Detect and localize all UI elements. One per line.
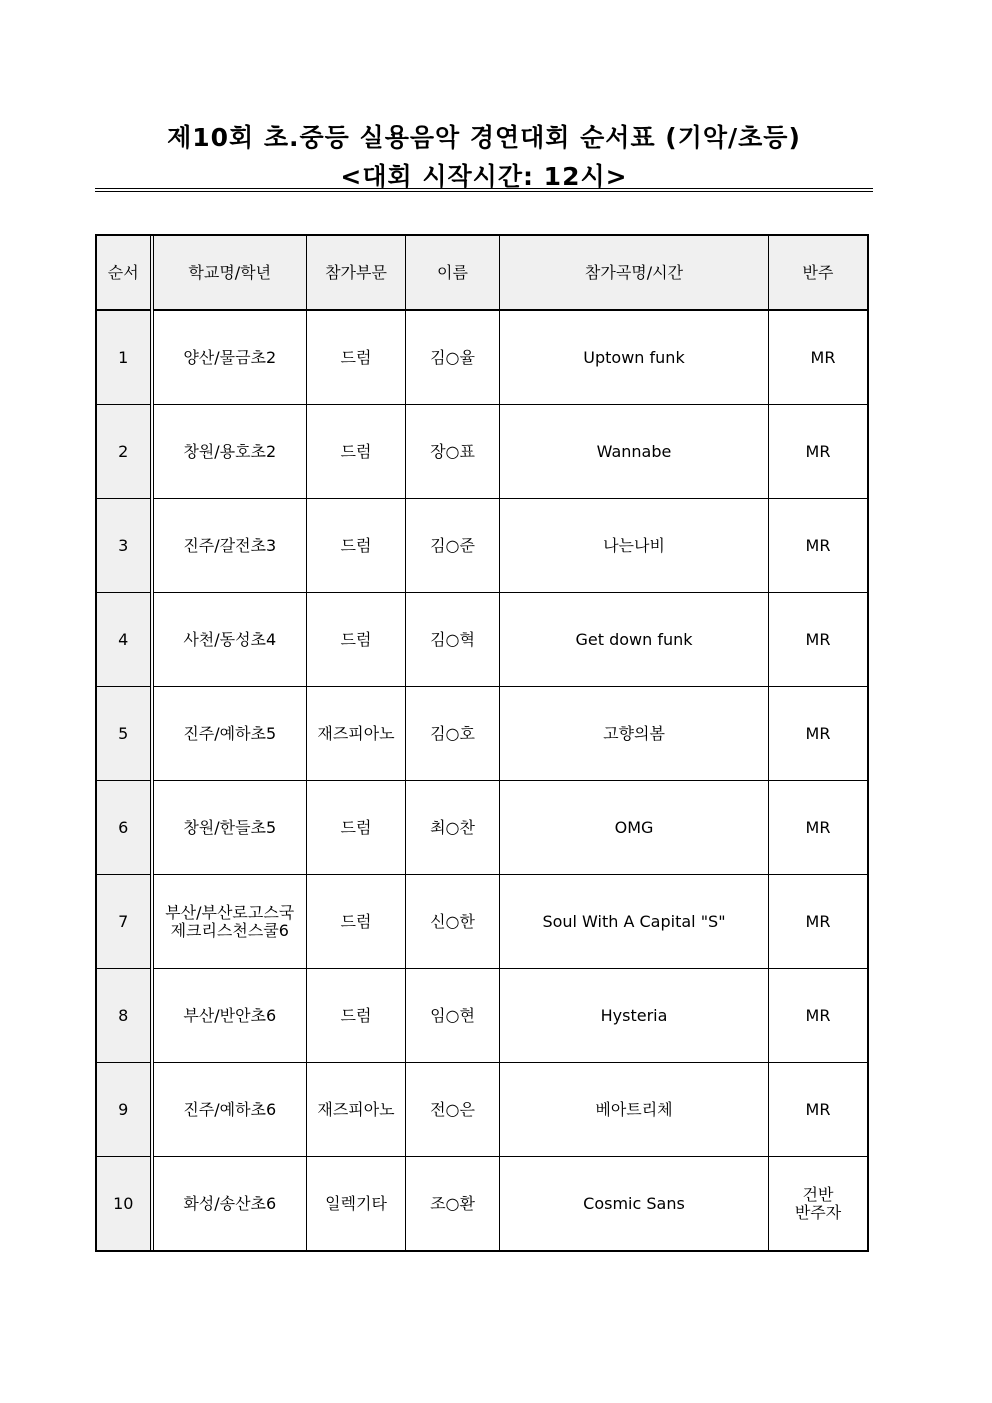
order-cell: 6	[97, 781, 152, 875]
name-cell: 전○은	[406, 1063, 500, 1157]
category-cell: 드럼	[307, 875, 406, 969]
accompaniment-line1: 건반	[802, 1184, 834, 1204]
table-row	[97, 687, 868, 781]
table-row	[97, 875, 868, 969]
school-cell: 부산/반안초6	[152, 969, 307, 1063]
order-cell: 7	[97, 875, 152, 969]
accompaniment-cell	[769, 1157, 868, 1251]
song-cell: 나는나비	[500, 499, 769, 593]
document-title: 제10회 초.중등 실용음악 경연대회 순서표 (기악/초등)	[167, 123, 801, 152]
category-cell: 재즈피아노	[307, 687, 406, 781]
song-cell: Hysteria	[500, 969, 769, 1063]
name-cell: 김○호	[406, 687, 500, 781]
table-row	[97, 1063, 868, 1157]
school-cell: 양산/물금초2	[152, 310, 307, 405]
school-cell: 진주/갈전초3	[152, 499, 307, 593]
category-cell: 드럼	[307, 969, 406, 1063]
school-cell: 창원/한들초5	[152, 781, 307, 875]
table-row	[97, 499, 868, 593]
song-cell: Soul With A Capital "S"	[500, 875, 769, 969]
school-cell: 진주/예하초6	[152, 1063, 307, 1157]
name-cell: 장○표	[406, 405, 500, 499]
accompaniment-cell: MR	[769, 781, 868, 875]
category-cell: 드럼	[307, 405, 406, 499]
order-cell: 4	[97, 593, 152, 687]
header-song: 참가곡명/시간	[500, 236, 769, 311]
name-cell: 김○준	[406, 499, 500, 593]
order-cell: 3	[97, 499, 152, 593]
accompaniment-cell: MR	[769, 593, 868, 687]
category-cell: 드럼	[307, 781, 406, 875]
start-time-subtitle: <대회 시작시간: 12시>	[340, 162, 628, 191]
order-cell: 9	[97, 1063, 152, 1157]
accompaniment-cell: MR	[769, 310, 868, 405]
header-accompaniment: 반주	[769, 236, 868, 311]
table-row	[97, 310, 868, 405]
song-cell: Uptown funk	[500, 310, 769, 405]
name-cell: 김○율	[406, 310, 500, 405]
header-order: 순서	[97, 236, 152, 311]
category-cell: 드럼	[307, 593, 406, 687]
school-cell-line2: 제크리스천스쿨6	[170, 920, 289, 940]
song-cell: Cosmic Sans	[500, 1157, 769, 1251]
accompaniment-line2: 반주자	[794, 1202, 842, 1222]
title-underline	[95, 188, 873, 189]
name-cell: 임○현	[406, 969, 500, 1063]
accompaniment-cell: MR	[769, 875, 868, 969]
accompaniment-cell: MR	[769, 969, 868, 1063]
song-cell: Get down funk	[500, 593, 769, 687]
song-cell: OMG	[500, 781, 769, 875]
school-cell: 사천/동성초4	[152, 593, 307, 687]
category-cell: 재즈피아노	[307, 1063, 406, 1157]
table-row	[97, 969, 868, 1063]
category-cell: 일렉기타	[307, 1157, 406, 1251]
order-cell: 1	[97, 310, 152, 405]
category-cell: 드럼	[307, 499, 406, 593]
accompaniment-cell: MR	[769, 405, 868, 499]
name-cell: 김○혁	[406, 593, 500, 687]
song-cell: Wannabe	[500, 405, 769, 499]
performance-order-table	[96, 235, 868, 1251]
school-cell: 진주/예하초5	[152, 687, 307, 781]
table-row	[97, 405, 868, 499]
school-cell	[152, 875, 307, 969]
order-cell: 5	[97, 687, 152, 781]
header-name: 이름	[406, 236, 500, 311]
order-cell: 10	[97, 1157, 152, 1251]
name-cell: 최○찬	[406, 781, 500, 875]
table-row	[97, 781, 868, 875]
song-cell: 베아트리체	[500, 1063, 769, 1157]
accompaniment-cell: MR	[769, 1063, 868, 1157]
school-cell: 창원/용호초2	[152, 405, 307, 499]
table-row	[97, 1157, 868, 1251]
name-cell: 신○한	[406, 875, 500, 969]
name-cell: 조○환	[406, 1157, 500, 1251]
song-cell: 고향의봄	[500, 687, 769, 781]
header-category: 참가부문	[307, 236, 406, 311]
order-cell: 2	[97, 405, 152, 499]
school-cell: 화성/송산초6	[152, 1157, 307, 1251]
title-underline-second	[95, 191, 873, 192]
header-school: 학교명/학년	[152, 236, 307, 311]
school-cell-line1: 부산/부산로고스국	[165, 902, 295, 922]
order-cell: 8	[97, 969, 152, 1063]
table-row	[97, 593, 868, 687]
table-header-row	[97, 236, 868, 311]
accompaniment-cell: MR	[769, 687, 868, 781]
accompaniment-cell: MR	[769, 499, 868, 593]
category-cell: 드럼	[307, 310, 406, 405]
